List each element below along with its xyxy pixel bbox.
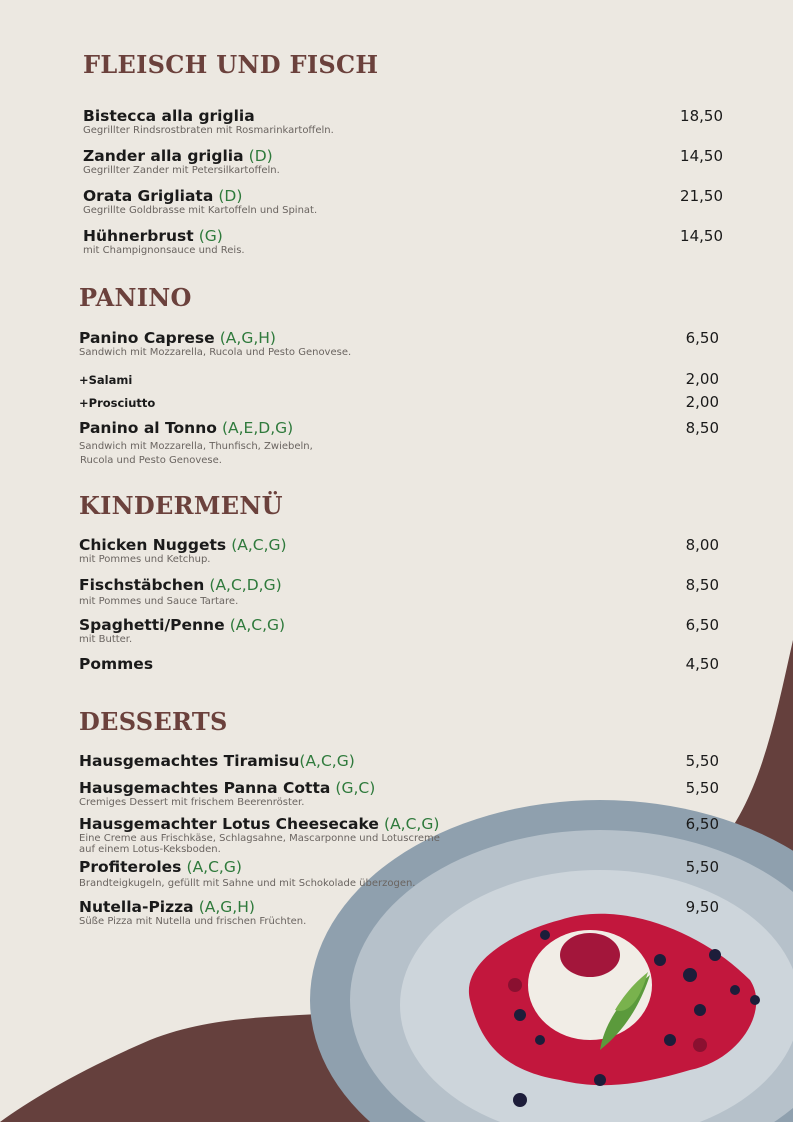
menu-item: [83, 106, 723, 136]
item-price: 8,50: [685, 576, 719, 594]
item-name: Pommes: [79, 655, 154, 673]
item-name: Spaghetti/Penne: [79, 616, 225, 634]
item-price: 14,50: [680, 147, 723, 165]
item-description: mit Pommes und Ketchup.: [79, 554, 211, 565]
item-allergens: (A,C,G): [384, 815, 440, 833]
item-price: 8,50: [685, 419, 719, 437]
item-allergens: (A,C,G): [299, 752, 355, 770]
item-description: Gegrillte Goldbrasse mit Kartoffeln und Spinat.: [83, 205, 318, 216]
item-description: Sandwich mit Mozzarella, Thunfisch, Zwiebeln,: [79, 441, 313, 452]
menu-item: [79, 655, 719, 673]
item-description-line2: Rucola und Pesto Genovese.: [80, 455, 222, 466]
item-name: Profiteroles: [79, 858, 182, 876]
item-name: Hausgemachter Lotus Cheesecake: [79, 815, 379, 833]
item-price: 6,50: [685, 616, 719, 634]
menu-item: [79, 535, 719, 565]
item-name: Panino Caprese: [79, 329, 215, 347]
item-price: 18,50: [680, 107, 723, 125]
item-price: 2,00: [685, 370, 719, 388]
menu-item: [79, 328, 719, 358]
section-title-desserts: DESSERTS: [79, 707, 228, 736]
menu-item: [79, 751, 719, 770]
menu-item-addon: [79, 393, 719, 411]
item-price: 8,00: [685, 536, 719, 554]
item-name: Panino al Tonno: [79, 419, 217, 437]
item-price: 5,50: [685, 858, 719, 876]
item-description-line2: auf einem Lotus-Keksboden.: [79, 844, 221, 855]
addon-name: +Salami: [79, 373, 133, 387]
menu-item: [79, 575, 719, 607]
item-allergens: (A,C,G): [186, 858, 242, 876]
item-name: Chicken Nuggets: [79, 536, 227, 554]
section-title-panino: PANINO: [79, 283, 192, 312]
item-name: Orata Grigliata: [83, 187, 214, 205]
item-allergens: (D): [248, 147, 273, 165]
item-name: Bistecca alla griglia: [83, 107, 255, 125]
item-allergens: (D): [218, 187, 243, 205]
item-description: Cremiges Dessert mit frischem Beerenröster.: [79, 797, 305, 808]
item-price: 2,00: [685, 393, 719, 411]
item-price: 14,50: [680, 227, 723, 245]
item-name: Hausgemachtes Panna Cotta: [79, 779, 331, 797]
section-title-kindermenu: KINDERMENÜ: [79, 491, 283, 520]
item-price: 9,50: [685, 898, 719, 916]
menu-item-addon: [79, 370, 719, 388]
item-price: 4,50: [685, 655, 719, 673]
menu-item: [79, 897, 719, 927]
item-allergens: (A,C,G): [231, 536, 287, 554]
item-price: 21,50: [680, 187, 723, 205]
item-allergens: (A,E,D,G): [221, 419, 294, 437]
item-description: Brandteigkugeln, gefüllt mit Sahne und mit Schokolade überzogen.: [79, 878, 416, 889]
item-description: mit Pommes und Sauce Tartare.: [79, 596, 239, 607]
item-description: Eine Creme aus Frischkäse, Schlagsahne, Mascarponne und Lotuscreme: [79, 833, 440, 844]
item-description: Gegrillter Zander mit Petersilkartoffeln.: [83, 165, 280, 176]
item-description: mit Butter.: [79, 634, 133, 645]
item-description: mit Champignonsauce und Reis.: [83, 245, 245, 256]
menu-item: [79, 418, 719, 466]
menu-item: [79, 857, 719, 889]
item-allergens: (A,C,G): [229, 616, 286, 634]
item-allergens: (G,C): [335, 779, 376, 797]
addon-name: +Prosciutto: [79, 396, 156, 410]
item-name: Hausgemachtes Tiramisu: [79, 752, 300, 770]
item-price: 5,50: [685, 779, 719, 797]
section-title-fleisch-und-fisch: FLEISCH UND FISCH: [83, 50, 379, 79]
item-name: Nutella-Pizza: [79, 898, 194, 916]
item-allergens: (G): [198, 227, 223, 245]
menu-item: [83, 226, 723, 256]
item-allergens: (A,G,H): [198, 898, 255, 916]
item-price: 6,50: [685, 815, 719, 833]
item-name: Hühnerbrust: [83, 227, 194, 245]
item-description: Sandwich mit Mozzarella, Rucola und Pesto Genovese.: [79, 347, 352, 358]
item-description: Gegrillter Rindsrostbraten mit Rosmarinkartoffeln.: [83, 125, 334, 136]
menu-item: [83, 146, 723, 176]
item-description: Süße Pizza mit Nutella und frischen Früchten.: [79, 916, 307, 927]
item-allergens: (A,G,H): [219, 329, 276, 347]
item-name: Fischstäbchen: [79, 576, 205, 594]
item-name: Zander alla griglia: [83, 147, 244, 165]
menu-item: [79, 615, 719, 645]
item-price: 6,50: [685, 329, 719, 347]
menu-item: [79, 778, 719, 808]
item-price: 5,50: [685, 752, 719, 770]
menu-item: [79, 814, 719, 855]
menu-item: [83, 186, 723, 216]
item-allergens: (A,C,D,G): [209, 576, 282, 594]
